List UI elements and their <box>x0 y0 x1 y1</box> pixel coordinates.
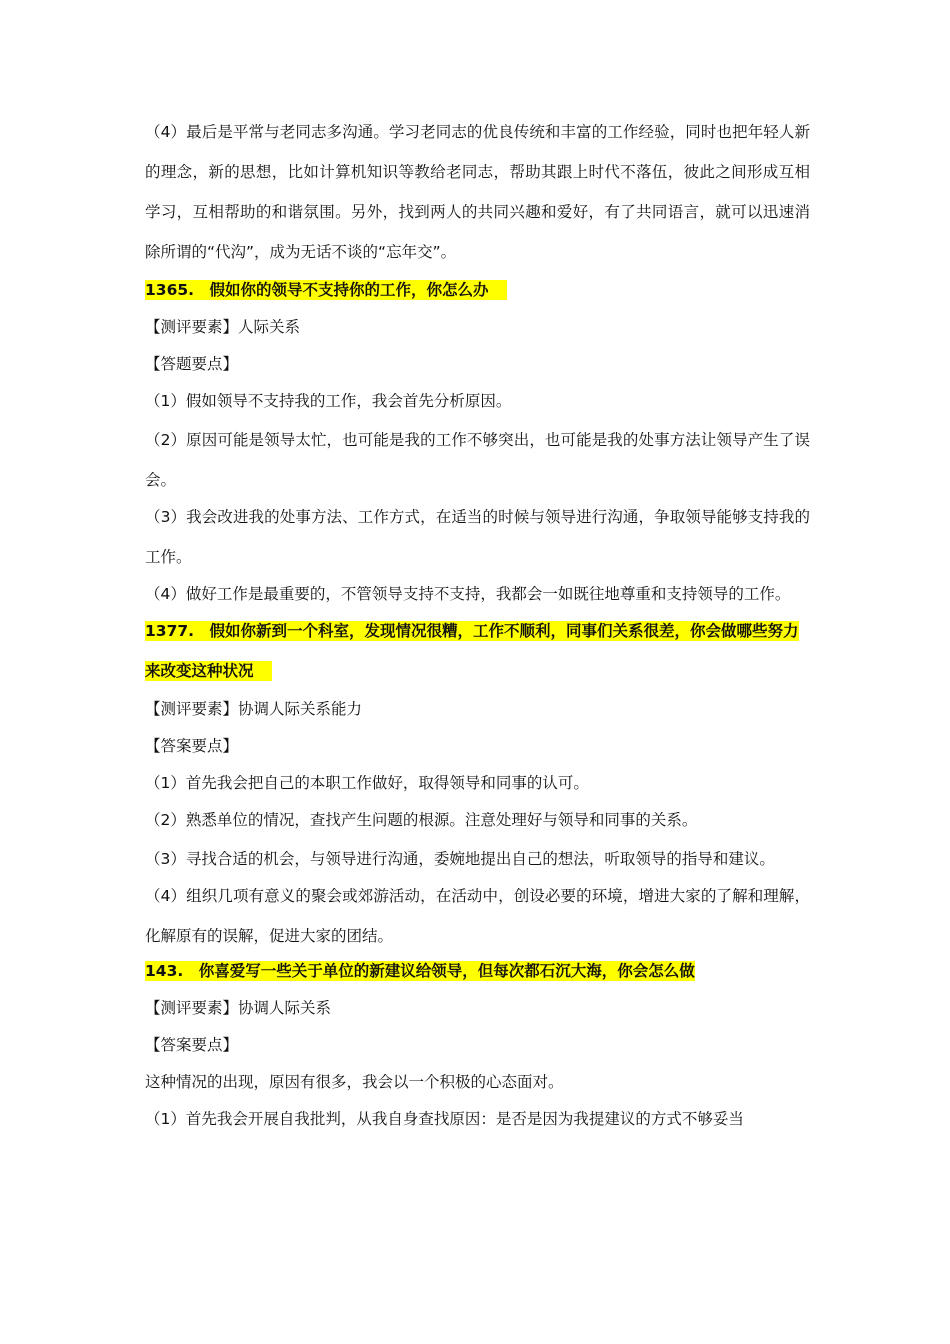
answer-item: （1）假如领导不支持我的工作，我会首先分析原因。 <box>145 392 512 410</box>
answer-item: （3）我会改进我的处事方法、工作方式，在适当的时候与领导进行沟通，争取领导能够支持我的工作。 <box>145 508 810 566</box>
question-143-text: 143. 你喜爱写一些关于单位的新建议给领导，但每次都石沉大海，你会怎么做 <box>145 962 695 980</box>
answer-item: （4）组织几项有意义的聚会或郊游活动，在活动中，创设必要的环境，增进大家的了解和理解，化解原有的误解，促进大家的团结。 <box>145 887 810 945</box>
question-1365 <box>145 272 810 309</box>
answer-item: （2）熟悉单位的情况，查找产生问题的根源。注意处理好与领导和同事的关系。 <box>145 811 698 829</box>
answer-item: （4）做好工作是最重要的，不管领导支持不支持，我都会一如既往地尊重和支持领导的工作。 <box>145 585 791 603</box>
answer-item: （1）首先我会把自己的本职工作做好，取得领导和同事的认可。 <box>145 774 589 792</box>
answer-item: （1）首先我会开展自我批判，从我自身查找原因：是否是因为我提建议的方式不够妥当 <box>145 1110 744 1128</box>
evaluation-factor: 【测评要素】协调人际关系能力 <box>145 700 363 718</box>
answer-points-heading: 【答题要点】 <box>145 355 239 373</box>
answer-intro: 这种情况的出现，原因有很多，我会以一个积极的心态面对。 <box>145 1073 564 1091</box>
answer-points-heading: 【答案要点】 <box>145 737 239 755</box>
question-1365-text: 1365. 假如你的领导不支持你的工作，你怎么办 <box>145 280 507 300</box>
evaluation-factor: 【测评要素】协调人际关系 <box>145 999 332 1017</box>
question-1377-text: 1377. 假如你新到一个科室，发现情况很糟，工作不顺利，同事们关系很差，你会做哪些努力来改变这种状况 <box>145 622 799 680</box>
answer-points-heading: 【答案要点】 <box>145 1036 239 1054</box>
question-143 <box>145 953 810 990</box>
document-page <box>145 112 810 1138</box>
question-1377 <box>145 611 810 691</box>
evaluation-factor: 【测评要素】人际关系 <box>145 318 301 336</box>
answer-item: （2）原因可能是领导太忙，也可能是我的工作不够突出，也可能是我的处事方法让领导产生了误会。 <box>145 431 810 489</box>
answer-item: （3）寻找合适的机会，与领导进行沟通，委婉地提出自己的想法，听取领导的指导和建议。 <box>145 850 775 868</box>
paragraph-answer-4: （4）最后是平常与老同志多沟通。学习老同志的优良传统和丰富的工作经验，同时也把年轻人新的理念，新的思想，比如计算机知识等教给老同志，帮助其跟上时代不落伍，彼此之间形成互相学习，互相帮助的和谐氛围。另外，找到两人的共同兴趣和爱好，有了共同语言，就可以迅速消除所谓的“代沟”，成为无话不谈的“忘年交”。 <box>145 123 810 261</box>
